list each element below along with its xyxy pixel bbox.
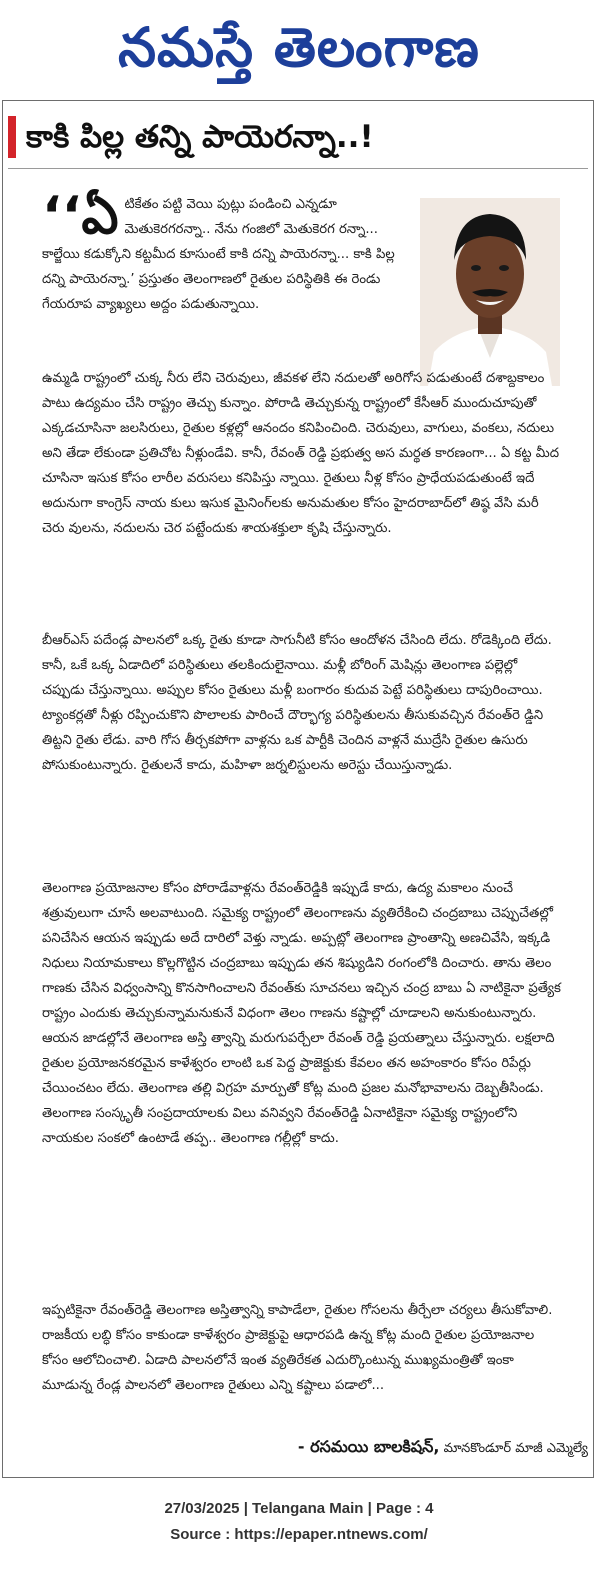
masthead xyxy=(0,0,598,96)
newspaper-name: నమస్తే తెలంగాణ xyxy=(118,16,480,79)
paragraph-1-text: టికేతం పట్టి వెయి పుట్లు పండించి ఎన్నడూ మెతుకెరగరన్నా.. నేను గంజిలో మెతుకెరగ రన్నా... కాల్జేయి కడుక్కోని కట్టమీద కూసుంటే కాకి దన్ని పాయెరన్నా... కాకి పిల్ల దన్ని పాయెరన్నా.’ ప్రస్తుతం తెలంగాణలో రైతుల పరిస్థితికి ఈ రెండు గేయరూప వ్యాఖ్యలు అద్దం పడుతున్నాయి. xyxy=(42,197,395,312)
article-paragraph-5: ఇప్పటికైనా రేవంత్‌రెడ్డి తెలంగాణ అస్తిత్వాన్ని కాపాడేలా, రైతుల గోసలను తీర్చేలా చర్యలు తీసుకోవాలి. రాజకీయ లబ్ధి కోసం కాకుండా కాళేశ్వరం ప్రాజెక్టుపై ఆధారపడి ఉన్న కోట్ల మంది రైతుల ప్రయోజనాల కోసం ఆలోచించాలి. ఏడాది పాలనలోనే ఇంత వ్యతిరేకత ఎదుర్కొంటున్న ముఖ్యమంత్రితో ఇంకా మూడున్న రేండ్ల పాలనలో తెలంగాణ రైతులు ఎన్ని కష్టాలు పడాలో... xyxy=(42,1303,553,1393)
headline-divider xyxy=(8,168,588,169)
edition-info: 27/03/2025 | Telangana Main | Page : 4 xyxy=(164,1500,434,1517)
author-name: - రసమయి బాలకిషన్, xyxy=(297,1437,440,1456)
article-paragraph-4: తెలంగాణ ప్రయోజనాల కోసం పోరాడేవాళ్లను రేవంత్‌రెడ్డికి ఇప్పుడే కాదు, ఉద్య మకాలం నుంచే శత్రువులుగా చూసే అలవాటుంది. సమైక్య రాష్ట్రంలో తెలంగాణను వ్యతిరేకించి చంద్రబాబు చెప్పుచేతల్లో పనిచేసిన ఆయన ఇప్పుడు అదే దారిలో వెళ్తు న్నాడు. అప్పట్లో తెలంగాణ ప్రాంతాన్ని అణచివేసి, ఇక్కడి నిధులు నియామకాలు కొల్లగొట్టిన చంద్రబాబు ఇప్పుడు తన శిష్యుడిని రంగంలోకి దించారు. తాను తెలం గాణకు చేసిన విధ్వంసాన్ని కొనసాగించాలని రేవంత్‌కు సూచనలు ఇచ్చిన చంద్ర బాబు ఏ నాటికైనా ప్రత్యేక రాష్ట్రం ఎందుకు తెచ్చుకున్నామనుకునే విధంగా తెలం గాణను కష్టాల్లో చూడాలని అనుకుంటున్నారు. ఆయన జాడల్లోనే తెలంగాణ అస్తి త్వాన్ని మరుగుపర్చేలా రేవంత్ రెడ్డి ప్రయత్నాలు చేస్తున్నారు. లక్షలాది రైతుల ప్రయోజనకరమైన కాళేశ్వరం లాంటి ఒక పెద్ద ప్రాజెక్టుకు కేవలం తన అహంకారం కోసం రిపేర్లు చేయించటం లేదు. తెలంగాణ తల్లి విగ్రహ మార్పుతో కోట్ల మంది ప్రజల మనోభావాలను దెబ్బతీసిండు. తెలంగాణ సంస్కృతీ సంప్రదాయాలకు విలు వనివ్వని రేవంత్‌రెడ్డి ఏనాటికైనా సమైక్య రాష్ట్రంలోని నాయకుల సంకలో ఉంటాడే తప్ప.. తెలంగాణ గల్లీల్లో కాదు. xyxy=(42,881,561,1146)
drop-cap: ‘‘ఏ xyxy=(42,186,119,246)
author-title: మానకొండూర్ మాజీ ఎమ్మెల్యే xyxy=(443,1441,588,1456)
article-paragraph-3: బీఆర్ఎస్ పదేండ్ల పాలనలో ఒక్క రైతు కూడా సాగునీటి కోసం ఆందోళన చేసింది లేదు. రోడెక్కింది లేదు. కానీ, ఒకే ఒక్క ఏడాదిలో పరిస్థితులు తలకిందులైనాయి. మళ్లీ బోరింగ్ మెషిన్లు తెలంగాణ పల్లెల్లో చప్పుడు చేస్తున్నాయి. అప్పుల కోసం రైతులు మళ్లీ బంగారం కుదువ పెట్టే పరిస్థితులు దాపురించాయి. ట్యాంకర్లతో నీళ్లు రప్పించుకొని పొలాలకు పారించే దౌర్భాగ్య పరిస్థితులను తీసుకువచ్చిన రేవంత్‌రె డ్డిని తిట్టని రైతు లేడు. వారి గోస తీర్చకపోగా వాళ్లను ఒక పార్టీకి చెందిన వాళ్లనే ముద్రేసి రైతుల ఉసురు పోసుకుంటున్నారు. రైతులనే కాదు, మహిళా జర్నలిస్టులను అరెస్టు చేయిస్తున్నాడు. xyxy=(42,633,552,773)
author-signature xyxy=(200,1432,588,1462)
source-link[interactable]: Source : https://epaper.ntnews.com/ xyxy=(170,1526,428,1543)
article-headline: కాకి పిల్ల తన్ని పాయెరన్నా..! xyxy=(26,119,374,155)
article-paragraph-1 xyxy=(42,186,408,342)
author-photo xyxy=(420,198,560,386)
article-paragraph-2: ఉమ్మడి రాష్ట్రంలో చుక్క నీరు లేని చెరువులు, జీవకళ లేని నదులతో అరిగోస పడుతుంటే దశాబ్దకాలం పాటు ఉద్యమం చేసి రాష్ట్రం తెచ్చు కున్నాం. పోరాడి తెచ్చుకున్న రాష్ట్రంలో కేసీఆర్ ముందుచూపుతో ఎక్కడచూసినా జలసిరులు, రైతుల కళ్లల్లో ఆనందం కనిపించింది. చెరువులు, వాగులు, వంకలు, నదులు అని తేడా లేకుండా ప్రతిచోట నీళ్లుండేవి. కానీ, రేవంత్ రెడ్డి ప్రభుత్వ అస మర్థత కారణంగా... ఏ కట్ట మీద చూసినా ఇసుక కోసం లారీల వరుసలు కనిపిస్తు న్నాయి. రైతులు నీళ్ల కోసం ప్రాధేయపడుతుంటే ఇదే అదునుగా కాంగ్రెస్ నాయ కులు ఇసుక మైనింగ్‌లకు అనుమతుల కోసం హైదరాబాద్‌లో తిష్ఠ వేసి మరీ చెరు వులను, నదులను చెర పట్టేందుకు శాయశక్తులా కృషి చేస్తున్నారు. xyxy=(42,371,560,536)
headline-accent-bar xyxy=(8,116,16,158)
portrait-image xyxy=(420,198,560,386)
